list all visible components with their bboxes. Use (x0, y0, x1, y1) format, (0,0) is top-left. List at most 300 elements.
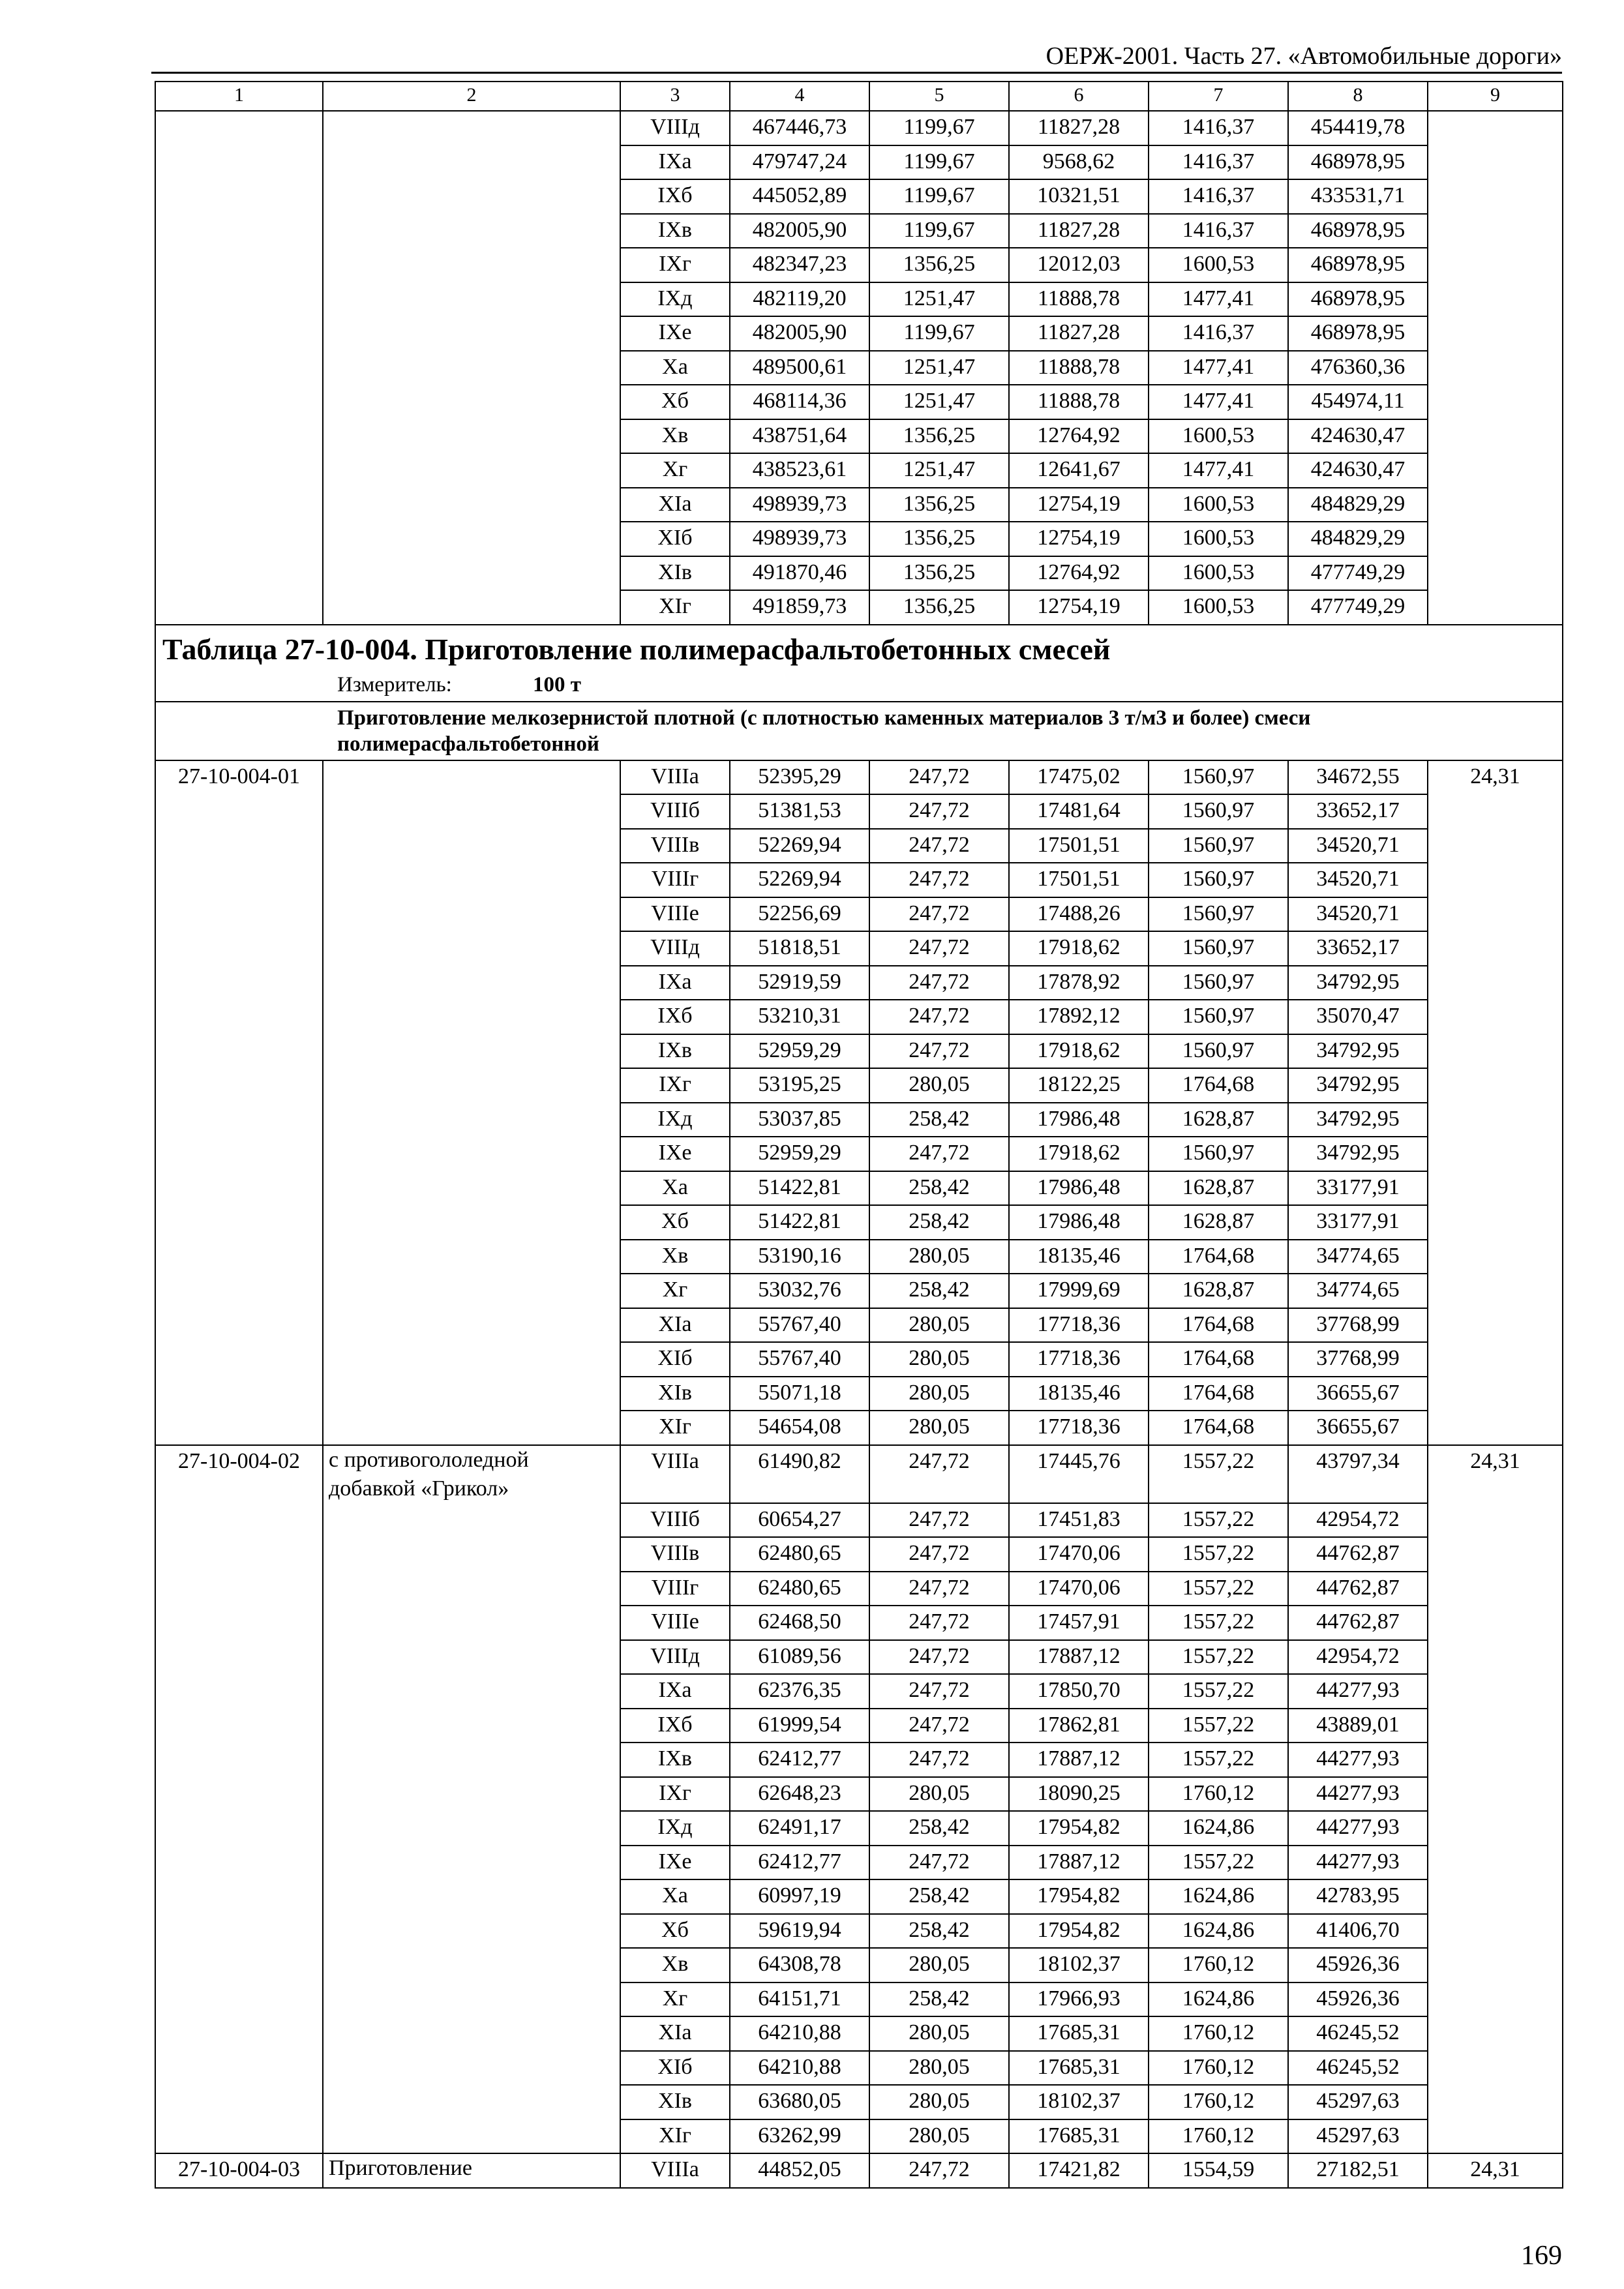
value-cell: 1760,12 (1149, 2119, 1288, 2154)
value-cell: 45297,63 (1288, 2119, 1428, 2154)
value-cell: 11888,78 (1009, 385, 1149, 419)
coef-cell (1428, 1034, 1563, 1069)
grade-cell: VIIIв (620, 1537, 730, 1572)
value-cell: 247,72 (869, 863, 1009, 897)
value-cell: 280,05 (869, 1308, 1009, 1343)
grade-cell: Xг (620, 453, 730, 488)
table-row (155, 1846, 1563, 1880)
value-cell: 11827,28 (1009, 111, 1149, 145)
grade-cell: IXг (620, 248, 730, 282)
table-row (155, 1674, 1563, 1709)
code-cell (155, 1811, 323, 1846)
description-cell (323, 1068, 620, 1103)
code-cell (155, 794, 323, 829)
value-cell: 1356,25 (869, 488, 1009, 522)
grade-cell: XIв (620, 556, 730, 591)
grade-cell: VIIIа (620, 760, 730, 795)
rate-code: 27-10-004-01 (155, 760, 323, 795)
value-cell: 17918,62 (1009, 1137, 1149, 1171)
value-cell: 55767,40 (730, 1342, 869, 1377)
code-cell (155, 1377, 323, 1411)
value-cell: 454419,78 (1288, 111, 1428, 145)
description-cell (323, 1846, 620, 1880)
value-cell: 1560,97 (1149, 966, 1288, 1000)
table-row (155, 1068, 1563, 1103)
value-cell: 482347,23 (730, 248, 869, 282)
value-cell: 17887,12 (1009, 1743, 1149, 1777)
value-cell: 37768,99 (1288, 1308, 1428, 1343)
grade-cell: Xб (620, 1205, 730, 1240)
value-cell: 258,42 (869, 1879, 1009, 1914)
value-cell: 53195,25 (730, 1068, 869, 1103)
coef-cell: 24,31 (1428, 760, 1563, 795)
code-cell (155, 1205, 323, 1240)
value-cell: 1624,86 (1149, 1982, 1288, 2017)
value-cell: 44852,05 (730, 2153, 869, 2188)
value-cell: 1557,22 (1149, 1606, 1288, 1640)
description-cell (323, 1811, 620, 1846)
value-cell: 34672,55 (1288, 760, 1428, 795)
value-cell: 258,42 (869, 1914, 1009, 1949)
value-cell: 1251,47 (869, 453, 1009, 488)
table-row (155, 590, 1563, 625)
coef-cell (1428, 1640, 1563, 1675)
value-cell: 61089,56 (730, 1640, 869, 1675)
value-cell: 53032,76 (730, 1274, 869, 1308)
value-cell: 53210,31 (730, 1000, 869, 1034)
value-cell: 44277,93 (1288, 1674, 1428, 1709)
value-cell: 1477,41 (1149, 385, 1288, 419)
value-cell: 484829,29 (1288, 488, 1428, 522)
table-row (155, 179, 1563, 214)
value-cell: 1199,67 (869, 214, 1009, 248)
code-cell (155, 1308, 323, 1343)
value-cell: 17878,92 (1009, 966, 1149, 1000)
value-cell: 258,42 (869, 1982, 1009, 2017)
table-row (155, 1572, 1563, 1606)
grade-cell: XIб (620, 2051, 730, 2086)
value-cell: 476360,36 (1288, 351, 1428, 385)
code-cell (155, 1342, 323, 1377)
value-cell: 34792,95 (1288, 966, 1428, 1000)
value-cell: 477749,29 (1288, 590, 1428, 625)
value-cell: 52959,29 (730, 1034, 869, 1069)
meter-line (337, 673, 1556, 697)
description-cell (323, 2085, 620, 2119)
value-cell: 468978,95 (1288, 214, 1428, 248)
value-cell: 477749,29 (1288, 556, 1428, 591)
coef-cell (1428, 1274, 1563, 1308)
table-row (155, 214, 1563, 248)
grade-cell: IXв (620, 1743, 730, 1777)
value-cell: 1557,22 (1149, 1445, 1288, 1503)
code-cell (155, 1709, 323, 1743)
value-cell: 1199,67 (869, 179, 1009, 214)
value-cell: 17457,91 (1009, 1606, 1149, 1640)
value-cell: 17718,36 (1009, 1308, 1149, 1343)
value-cell: 64210,88 (730, 2016, 869, 2051)
value-cell: 247,72 (869, 1503, 1009, 1538)
value-cell: 258,42 (869, 1811, 1009, 1846)
value-cell: 17501,51 (1009, 863, 1149, 897)
grade-cell: VIIIе (620, 897, 730, 932)
coef-cell (1428, 488, 1563, 522)
table-row (155, 111, 1563, 145)
coef-cell (1428, 966, 1563, 1000)
value-cell: 438523,61 (730, 453, 869, 488)
code-cell (155, 1777, 323, 1812)
code-cell (155, 2085, 323, 2119)
description-cell (323, 1879, 620, 1914)
coef-cell (1428, 1572, 1563, 1606)
value-cell: 1628,87 (1149, 1205, 1288, 1240)
value-cell: 17685,31 (1009, 2051, 1149, 2086)
value-cell: 247,72 (869, 1137, 1009, 1171)
value-cell: 1600,53 (1149, 419, 1288, 454)
value-cell: 17892,12 (1009, 1000, 1149, 1034)
value-cell: 62491,17 (730, 1811, 869, 1846)
grade-cell: IXв (620, 214, 730, 248)
value-cell: 1416,37 (1149, 179, 1288, 214)
value-cell: 1600,53 (1149, 488, 1288, 522)
value-cell: 62468,50 (730, 1606, 869, 1640)
value-cell: 33652,17 (1288, 931, 1428, 966)
coef-cell (1428, 1308, 1563, 1343)
description-cell (323, 522, 620, 556)
description-cell (323, 1709, 620, 1743)
grade-cell: IXд (620, 1103, 730, 1137)
value-cell: 35070,47 (1288, 1000, 1428, 1034)
value-cell: 1557,22 (1149, 1503, 1288, 1538)
description-cell (323, 1777, 620, 1812)
value-cell: 1477,41 (1149, 351, 1288, 385)
value-cell: 60654,27 (730, 1503, 869, 1538)
value-cell: 1251,47 (869, 351, 1009, 385)
value-cell: 36655,67 (1288, 1411, 1428, 1445)
value-cell: 18102,37 (1009, 2085, 1149, 2119)
value-cell: 247,72 (869, 1640, 1009, 1675)
table-row (155, 1811, 1563, 1846)
value-cell: 17999,69 (1009, 1274, 1149, 1308)
grade-cell: IXе (620, 1137, 730, 1171)
value-cell: 1764,68 (1149, 1308, 1288, 1343)
column-number: 8 (1288, 82, 1428, 111)
value-cell: 11827,28 (1009, 316, 1149, 351)
value-cell: 12641,67 (1009, 453, 1149, 488)
value-cell: 1764,68 (1149, 1068, 1288, 1103)
table-row (155, 556, 1563, 591)
table-row (155, 1503, 1563, 1538)
table-row (155, 453, 1563, 488)
coef-cell (1428, 590, 1563, 625)
grade-cell: VIIIа (620, 1445, 730, 1503)
value-cell: 491870,46 (730, 556, 869, 591)
description-cell (323, 1342, 620, 1377)
value-cell: 17954,82 (1009, 1914, 1149, 1949)
value-cell: 1199,67 (869, 145, 1009, 180)
coef-cell (1428, 1743, 1563, 1777)
column-number: 4 (730, 82, 869, 111)
grade-cell: VIIIе (620, 1606, 730, 1640)
value-cell: 17954,82 (1009, 1811, 1149, 1846)
code-cell (155, 1914, 323, 1949)
value-cell: 1760,12 (1149, 1777, 1288, 1812)
value-cell: 1560,97 (1149, 1000, 1288, 1034)
coef-cell (1428, 214, 1563, 248)
running-header: ОЕРЖ-2001. Часть 27. «Автомобильные дороги» (1045, 42, 1562, 70)
value-cell: 34792,95 (1288, 1137, 1428, 1171)
table-row (155, 2153, 1563, 2188)
description-cell (323, 1103, 620, 1137)
grade-cell: IXд (620, 1811, 730, 1846)
coef-cell (1428, 145, 1563, 180)
grade-cell: Xв (620, 1948, 730, 1982)
value-cell: 1624,86 (1149, 1914, 1288, 1949)
coef-cell (1428, 385, 1563, 419)
value-cell: 64210,88 (730, 2051, 869, 2086)
value-cell: 18102,37 (1009, 1948, 1149, 1982)
value-cell: 64308,78 (730, 1948, 869, 1982)
code-cell (155, 453, 323, 488)
coef-cell (1428, 1948, 1563, 1982)
coef-cell (1428, 1914, 1563, 1949)
grade-cell: XIв (620, 1377, 730, 1411)
table-row (155, 145, 1563, 180)
description-cell (323, 145, 620, 180)
table-row (155, 966, 1563, 1000)
code-cell (155, 351, 323, 385)
table-row (155, 1777, 1563, 1812)
description-cell (323, 351, 620, 385)
table-row (155, 1377, 1563, 1411)
value-cell: 1560,97 (1149, 897, 1288, 932)
description-cell (323, 931, 620, 966)
value-cell: 1557,22 (1149, 1846, 1288, 1880)
description-cell (323, 2016, 620, 2051)
coef-cell (1428, 931, 1563, 966)
value-cell: 1199,67 (869, 316, 1009, 351)
coef-cell (1428, 1377, 1563, 1411)
value-cell: 44277,93 (1288, 1846, 1428, 1880)
grade-cell: IXг (620, 1068, 730, 1103)
grade-cell: IXе (620, 1846, 730, 1880)
value-cell: 1557,22 (1149, 1640, 1288, 1675)
value-cell: 17918,62 (1009, 1034, 1149, 1069)
value-cell: 1557,22 (1149, 1709, 1288, 1743)
value-cell: 247,72 (869, 1674, 1009, 1709)
value-cell: 498939,73 (730, 488, 869, 522)
code-cell (155, 1274, 323, 1308)
value-cell: 1416,37 (1149, 316, 1288, 351)
value-cell: 17986,48 (1009, 1171, 1149, 1206)
description-cell (323, 2119, 620, 2154)
value-cell: 41406,70 (1288, 1914, 1428, 1949)
value-cell: 44277,93 (1288, 1777, 1428, 1812)
value-cell: 17451,83 (1009, 1503, 1149, 1538)
value-cell: 468114,36 (730, 385, 869, 419)
table-row (155, 316, 1563, 351)
value-cell: 247,72 (869, 2153, 1009, 2188)
code-cell (155, 590, 323, 625)
description-cell (323, 863, 620, 897)
code-cell (155, 1103, 323, 1137)
value-cell: 63680,05 (730, 2085, 869, 2119)
grade-cell: Xв (620, 1240, 730, 1274)
table-title-cell (155, 625, 1563, 702)
grade-cell: VIIIд (620, 1640, 730, 1675)
header-rule (151, 72, 1562, 74)
value-cell: 44762,87 (1288, 1572, 1428, 1606)
table-row (155, 1342, 1563, 1377)
value-cell: 280,05 (869, 1068, 1009, 1103)
page-number: 169 (1521, 2241, 1562, 2271)
value-cell: 12012,03 (1009, 248, 1149, 282)
value-cell: 44762,87 (1288, 1537, 1428, 1572)
value-cell: 17685,31 (1009, 2016, 1149, 2051)
coef-cell (1428, 794, 1563, 829)
value-cell: 247,72 (869, 966, 1009, 1000)
value-cell: 12754,19 (1009, 488, 1149, 522)
description-cell (323, 1137, 620, 1171)
value-cell: 445052,89 (730, 179, 869, 214)
coef-cell (1428, 1811, 1563, 1846)
value-cell: 61490,82 (730, 1445, 869, 1503)
value-cell: 1477,41 (1149, 453, 1288, 488)
value-cell: 1628,87 (1149, 1171, 1288, 1206)
value-cell: 1199,67 (869, 111, 1009, 145)
value-cell: 62412,77 (730, 1846, 869, 1880)
value-cell: 468978,95 (1288, 316, 1428, 351)
coef-cell (1428, 179, 1563, 214)
value-cell: 482119,20 (730, 282, 869, 317)
value-cell: 1600,53 (1149, 556, 1288, 591)
value-cell: 43889,01 (1288, 1709, 1428, 1743)
coef-cell: 24,31 (1428, 1445, 1563, 1503)
value-cell: 33652,17 (1288, 794, 1428, 829)
value-cell: 45297,63 (1288, 2085, 1428, 2119)
grade-cell: IXа (620, 145, 730, 180)
value-cell: 247,72 (869, 1709, 1009, 1743)
value-cell: 52919,59 (730, 966, 869, 1000)
value-cell: 1560,97 (1149, 1137, 1288, 1171)
value-cell: 33177,91 (1288, 1171, 1428, 1206)
code-cell (155, 1982, 323, 2017)
coef-cell (1428, 316, 1563, 351)
grade-cell: VIIIд (620, 931, 730, 966)
code-cell (155, 2051, 323, 2086)
table-row (155, 1103, 1563, 1137)
coef-cell (1428, 419, 1563, 454)
column-number: 9 (1428, 82, 1563, 111)
value-cell: 34774,65 (1288, 1240, 1428, 1274)
description-cell (323, 1606, 620, 1640)
description-cell (323, 1537, 620, 1572)
code-cell (155, 1034, 323, 1069)
value-cell: 44277,93 (1288, 1743, 1428, 1777)
value-cell: 247,72 (869, 1572, 1009, 1606)
value-cell: 17986,48 (1009, 1103, 1149, 1137)
value-cell: 60997,19 (730, 1879, 869, 1914)
grade-cell: VIIIг (620, 1572, 730, 1606)
value-cell: 424630,47 (1288, 453, 1428, 488)
coef-cell (1428, 248, 1563, 282)
value-cell: 44277,93 (1288, 1811, 1428, 1846)
table-row (155, 1240, 1563, 1274)
table-title: Таблица 27-10-004. Приготовление полимерасфальтобетонных смесей (162, 632, 1111, 666)
value-cell: 62480,65 (730, 1572, 869, 1606)
description-cell (323, 1308, 620, 1343)
grade-cell: XIг (620, 2119, 730, 2154)
value-cell: 1416,37 (1149, 111, 1288, 145)
table-row (155, 385, 1563, 419)
description-cell (323, 385, 620, 419)
table-row (155, 2051, 1563, 2086)
value-cell: 17862,81 (1009, 1709, 1149, 1743)
code-cell (155, 1000, 323, 1034)
code-cell (155, 522, 323, 556)
table-row (155, 1948, 1563, 1982)
value-cell: 1416,37 (1149, 145, 1288, 180)
value-cell: 1600,53 (1149, 248, 1288, 282)
code-cell (155, 829, 323, 863)
description-cell (323, 897, 620, 932)
coef-cell (1428, 1674, 1563, 1709)
value-cell: 17470,06 (1009, 1537, 1149, 1572)
value-cell: 11888,78 (1009, 351, 1149, 385)
value-cell: 1764,68 (1149, 1411, 1288, 1445)
value-cell: 1356,25 (869, 248, 1009, 282)
description-cell (323, 316, 620, 351)
value-cell: 489500,61 (730, 351, 869, 385)
value-cell: 1251,47 (869, 282, 1009, 317)
value-cell: 258,42 (869, 1171, 1009, 1206)
value-cell: 46245,52 (1288, 2016, 1428, 2051)
coef-cell (1428, 2051, 1563, 2086)
value-cell: 1760,12 (1149, 2051, 1288, 2086)
value-cell: 34792,95 (1288, 1103, 1428, 1137)
description-cell (323, 179, 620, 214)
value-cell: 34774,65 (1288, 1274, 1428, 1308)
description-cell (323, 1377, 620, 1411)
value-cell: 247,72 (869, 1000, 1009, 1034)
column-number: 3 (620, 82, 730, 111)
value-cell: 280,05 (869, 2119, 1009, 2154)
value-cell: 17954,82 (1009, 1879, 1149, 1914)
value-cell: 1560,97 (1149, 829, 1288, 863)
coef-cell (1428, 1411, 1563, 1445)
description-cell (323, 1914, 620, 1949)
value-cell: 17966,93 (1009, 1982, 1149, 2017)
value-cell: 34792,95 (1288, 1068, 1428, 1103)
grade-cell: IXа (620, 1674, 730, 1709)
value-cell: 258,42 (869, 1205, 1009, 1240)
value-cell: 64151,71 (730, 1982, 869, 2017)
value-cell: 258,42 (869, 1103, 1009, 1137)
value-cell: 51422,81 (730, 1205, 869, 1240)
description-cell (323, 1240, 620, 1274)
value-cell: 280,05 (869, 1377, 1009, 1411)
value-cell: 1560,97 (1149, 1034, 1288, 1069)
coef-cell (1428, 1205, 1563, 1240)
code-cell (155, 2119, 323, 2154)
description-cell (323, 419, 620, 454)
grade-cell: Xа (620, 1879, 730, 1914)
code-cell (155, 863, 323, 897)
value-cell: 63262,99 (730, 2119, 869, 2154)
coef-cell (1428, 1137, 1563, 1171)
table-row (155, 897, 1563, 932)
code-cell (155, 1240, 323, 1274)
